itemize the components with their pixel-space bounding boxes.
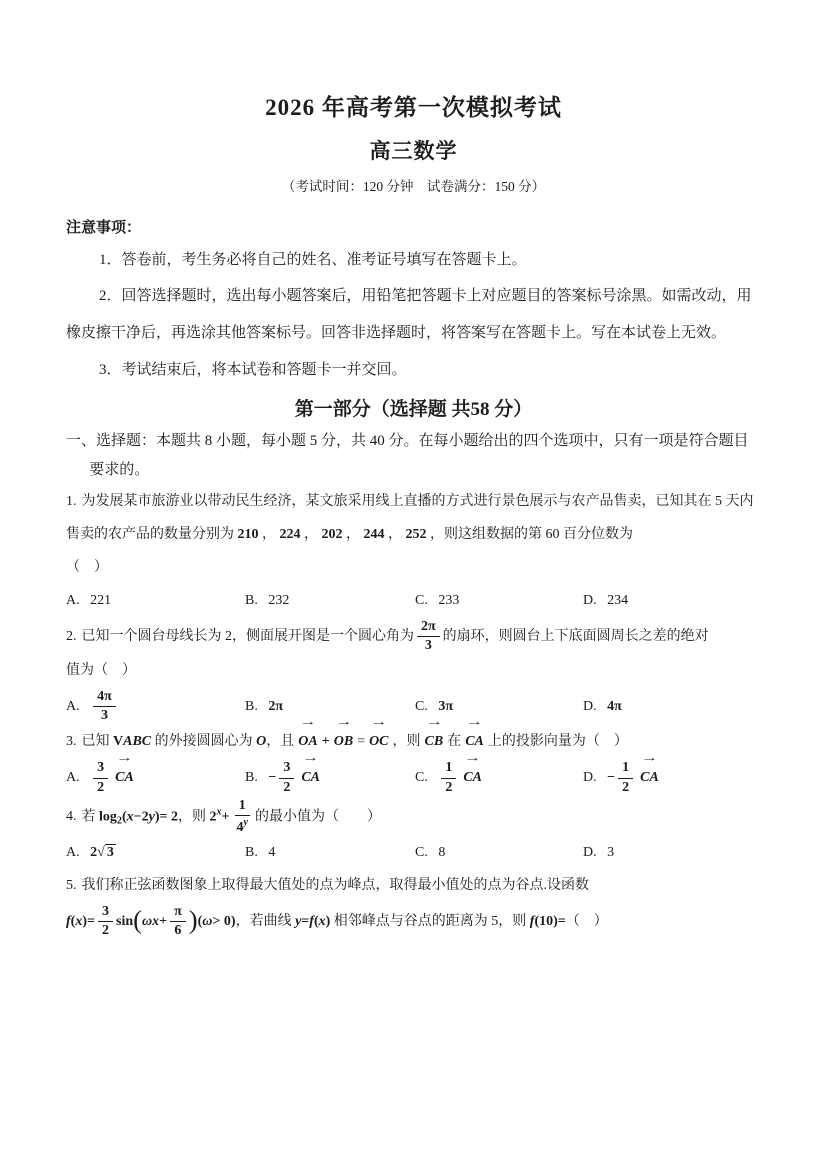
- option-content: 221: [90, 592, 112, 608]
- math-fraction: $\frac{3}{2}$: [98, 903, 113, 940]
- option-label: D.: [583, 770, 597, 786]
- vector-notation: → CA: [300, 761, 321, 795]
- option-label: A.: [66, 698, 80, 714]
- math-fraction: $\frac{\pi}{6}$: [170, 903, 186, 940]
- option-item: [66, 752, 245, 796]
- option-item: [66, 837, 245, 870]
- vector-notation: → CA: [462, 761, 483, 795]
- vector-arrow-icon: →: [302, 752, 320, 765]
- option-row: [66, 752, 761, 796]
- option-content: − $\frac{3}{2}$ → CA: [268, 770, 324, 785]
- option-item: [415, 752, 583, 796]
- vector-arrow-icon: →: [370, 716, 388, 729]
- option-label: C.: [415, 592, 428, 608]
- question-number: 5.: [66, 878, 77, 894]
- vector-notation: → CA: [114, 761, 135, 795]
- option-label: B.: [245, 845, 258, 861]
- vector-arrow-icon: →: [466, 716, 483, 729]
- notice-item: 1．答卷前，考生务必将自己的姓名、准考证号填写在答题卡上。: [99, 251, 527, 268]
- math-fraction: $\frac{3}{2}$: [279, 759, 294, 796]
- question-item: [66, 618, 761, 729]
- option-item: [245, 837, 415, 870]
- vector-notation: → CA: [464, 725, 485, 759]
- vector-notation: → OB: [333, 725, 354, 759]
- math-fraction: $\frac{1}{2}$: [618, 759, 633, 796]
- option-content: 232: [268, 592, 290, 608]
- option-item: [583, 691, 761, 724]
- option-row: [66, 585, 761, 618]
- notice-list: [66, 242, 761, 389]
- option-label: C.: [415, 845, 428, 861]
- option-content: [90, 752, 138, 795]
- option-item: [245, 752, 415, 796]
- option-label: D.: [583, 698, 597, 714]
- question-number: 3.: [66, 734, 77, 750]
- option-content: 4π: [607, 698, 622, 714]
- question-item: [66, 870, 761, 940]
- option-content: − $\frac{1}{2}$ → CA: [607, 770, 663, 785]
- option-item: [583, 752, 761, 796]
- option-label: A.: [66, 770, 80, 786]
- option-item: [66, 585, 245, 618]
- option-content: 2π: [268, 698, 284, 714]
- option-content: 233: [438, 592, 460, 608]
- vector-notation: → CA: [639, 761, 660, 795]
- vector-notation: → CB: [424, 725, 445, 759]
- question-stem: 4. 若 $\log_2(x-2y)= 2$，则 $2^x+$ $\frac{1}{4^y}$ 的最小值为（ ）: [66, 797, 761, 837]
- option-item: [245, 585, 415, 618]
- option-label: A.: [66, 845, 80, 861]
- exam-subtitle: 高三数学: [369, 139, 458, 164]
- option-item: [415, 585, 583, 618]
- radical-icon: √: [97, 845, 105, 861]
- vector-arrow-icon: →: [425, 716, 443, 729]
- part1-title: 第一部分（选择题 共58 分）: [294, 398, 533, 420]
- math-fraction: $\frac{1}{2}$: [441, 759, 456, 796]
- vector-notation: → OA: [297, 725, 318, 759]
- option-label: D.: [583, 845, 597, 861]
- option-label: C.: [415, 698, 428, 714]
- option-label: D.: [583, 592, 597, 608]
- option-content: 234: [607, 592, 629, 608]
- math-fraction: $\frac{2\pi}{3}$: [417, 618, 440, 655]
- question-stem: 2. 已知一个圆台母线长为 2，侧面展开图是一个圆心角为 $\frac{2\pi}{3}$ 的扇环，则圆台上下底面圆周长之差的绝对 值为（ ）: [66, 618, 709, 679]
- option-item: [583, 585, 761, 618]
- question-stem: 1. 为发展某市旅游业以带动民生经济，某文旅采用线上直播的方式进行景色展示与农产品售卖，已知其在 5 天内售卖的农产品的数量分别为 210 ， 224 ， 202 ， 244 ， 252 ，则这组数据的第 60 百分位数为 （ ）: [66, 494, 754, 576]
- vector-arrow-icon: →: [299, 716, 317, 729]
- radical-notation: √ 3: [97, 845, 114, 861]
- option-content: 3π: [438, 698, 454, 714]
- vector-arrow-icon: →: [116, 752, 133, 765]
- option-row: [66, 837, 761, 870]
- option-label: B.: [245, 698, 258, 714]
- option-item: [66, 688, 245, 725]
- math-fraction: $\frac{4\pi}{3}$: [93, 688, 116, 725]
- option-item: [415, 837, 583, 870]
- question-item: [66, 486, 761, 618]
- vector-arrow-icon: →: [335, 716, 352, 729]
- question-item: [66, 797, 761, 870]
- vector-arrow-icon: →: [641, 752, 658, 765]
- question-stem: 3. 已知 VABC 的外接圆圆心为 O，且 → OA + → OB = → OC ，则 → CB 在 → CA 上的投影向量为（ ）: [66, 725, 761, 759]
- notice-item: 2．回答选择题时，选出每小题答案后，用铅笔把答题卡上对应题目的答案标号涂黑。如需改动，用橡皮擦干净后，再选涂其他答案标号。回答非选择题时，将答案写在答题卡上。写在本试卷上无效。: [66, 288, 752, 342]
- vector-notation: → OC: [368, 725, 389, 759]
- vector-arrow-icon: →: [464, 752, 482, 765]
- question-number: 1.: [66, 494, 77, 510]
- option-row: [66, 688, 761, 725]
- option-label: B.: [245, 770, 258, 786]
- notice-heading: 注意事项：: [66, 219, 142, 236]
- exam-title: 2026 年高考第一次模拟考试: [265, 95, 562, 120]
- option-content: 3: [607, 845, 615, 861]
- notice-item: 3．考试结束后，将本试卷和答题卡一并交回。: [99, 361, 407, 378]
- option-content: 2√ 3: [90, 845, 114, 861]
- section-intro: 一、选择题：本题共 8 小题，每小题 5 分，共 40 分。在每小题给出的四个选项中，只有一项是符合题目要求的。: [66, 433, 749, 478]
- option-item: [583, 837, 761, 870]
- question-number: 4.: [66, 809, 77, 825]
- option-label: A.: [66, 592, 80, 608]
- option-content: [438, 752, 486, 795]
- option-label: B.: [245, 592, 258, 608]
- option-content: [90, 689, 119, 724]
- option-label: C.: [415, 770, 428, 786]
- option-content: 4: [268, 845, 276, 861]
- question-list: [66, 486, 761, 940]
- math-fraction: $\frac{1}{4^y}$: [236, 797, 248, 835]
- option-content: 8: [438, 845, 446, 861]
- question-stem: 5. 我们称正弦函数图象上取得最大值处的点为峰点，取得最小值处的点为谷点.设函数 f(x)= $\frac{3}{2}$ sin(ωx+ $\frac{\pi}{6}$ )(ω> 0)，若曲线 y=f(x) 相邻峰点与谷点的距离为 5，则 f(10)=（ ）: [66, 870, 761, 940]
- question-item: [66, 716, 761, 796]
- exam-meta-line: （考试时间：120 分钟 试卷满分：150 分）: [281, 179, 546, 195]
- question-number: 2.: [66, 628, 77, 644]
- math-fraction: $\frac{3}{2}$: [93, 759, 108, 796]
